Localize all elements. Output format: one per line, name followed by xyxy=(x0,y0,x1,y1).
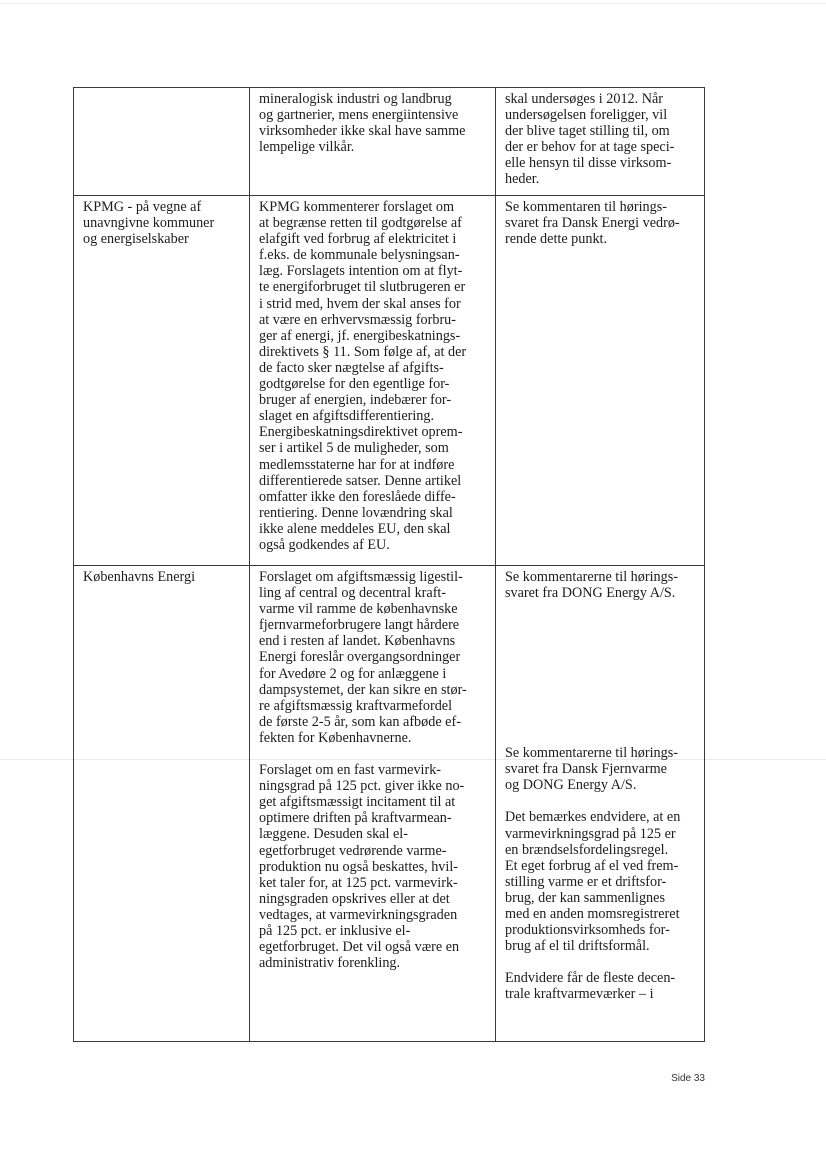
comment-paragraph: Se kommentarerne til hørings- svaret fra Dansk Fjernvarme og DONG Energy A/S. xyxy=(505,745,678,794)
scan-artifact-top xyxy=(0,3,826,4)
respondent-cell xyxy=(74,88,250,196)
summary-cell xyxy=(250,196,496,566)
comment-paragraph: Se kommentaren til hørings- svaret fra Dansk Energi vedrø- rende dette punkt. xyxy=(505,199,680,248)
summary-paragraph: KPMG kommenterer forslaget om at begrænse retten til godtgørelse af elafgift ved forbrug af elektricitet i f.eks. de kommunale belysningsan- læg. Forslagets intention om at flyt- te energiforbruget til slutbrugeren er i strid med, hvem der skal anses for at være en erhvervsmæssig forbru- ger af energi, jf. energibeskatnings- direktivets § 11. Som følge af, at der de facto sker nægtelse af afgifts- godtgørelse for den egentlige for- bruger af energien, indebærer for- slaget en afgiftsdifferentiering. Energibeskatningsdirektivet oprem- ser i artikel 5 de muligheder, som medlemsstaterne har for at indføre differentierede satser. Denne artikel omfatter ikke den foreslåede diffe- rentiering. Denne lovændring skal ikke alene meddeles EU, den skal også godkendes af EU. xyxy=(259,199,467,553)
summary-paragraph: Forslaget om en fast varmevirk- ningsgrad på 125 pct. giver ikke no- get afgiftsmæssigt incitament til at optimere driften på kraftvarmean- læggene. Desuden skal el- egetforbruget vedrørende varme- produktion nu også beskattes, hvil- ket taler for, at 125 pct. varmevirk- ningsgraden opskrives eller at det vedtages, at varmevirkningsgraden på 125 pct. er inklusive el- egetforbruget. Det vil også være en administrativ forenkling. xyxy=(259,762,465,972)
comment-cell xyxy=(496,196,705,566)
table-row xyxy=(74,566,705,1042)
summary-cell xyxy=(250,88,496,196)
respondent-cell xyxy=(74,196,250,566)
hearing-response-table xyxy=(73,87,705,1042)
comment-paragraph: Se kommentarerne til hørings- svaret fra DONG Energy A/S. xyxy=(505,569,678,602)
summary-paragraph: Forslaget om afgiftsmæssig ligestil- ling af central og decentral kraft- varme vil ramme de københavnske fjernvarmeforbrugere langt hårdere end i resten af landet. Københavns Energi foreslår overgangsordninger for Avedøre 2 og for anlæggene i dampsystemet, der kan sikre en stør- re afgiftsmæssig kraftvarmefordel de første 2-5 år, som kan afbøde ef- fekten for Københavnerne. xyxy=(259,569,467,746)
comment-paragraph: skal undersøges i 2012. Når undersøgelsen foreligger, vil der blive taget stilling til, om der er behov for at tage speci- elle hensyn til disse virksom- heder. xyxy=(505,91,675,188)
summary-cell xyxy=(250,566,496,1042)
comment-paragraph: Endvidere får de fleste decen- trale kraftvarmeværker – i xyxy=(505,970,676,1003)
comment-cell xyxy=(496,88,705,196)
table-row xyxy=(74,88,705,196)
respondent-cell xyxy=(74,566,250,1042)
comment-paragraph: Det bemærkes endvidere, at en varmevirkningsgrad på 125 er en brændselsfordelingsregel. Et eget forbrug af el ved frem- stilling varme er et driftsfor- brug, der kan sammenlignes med en anden momsregistreret produktionsvirksomheds for- brug af el til driftsformål. xyxy=(505,809,681,955)
comment-cell xyxy=(496,566,705,1042)
page-number: Side 33 xyxy=(671,1073,705,1084)
summary-paragraph: mineralogisk industri og landbrug og gartnerier, mens energiintensive virksomheder ikke skal have samme lempelige vilkår. xyxy=(259,91,466,156)
respondent-name: KPMG - på vegne af unavngivne kommuner og energiselskaber xyxy=(83,199,215,248)
table-row xyxy=(74,196,705,566)
respondent-name: Københavns Energi xyxy=(83,569,196,585)
